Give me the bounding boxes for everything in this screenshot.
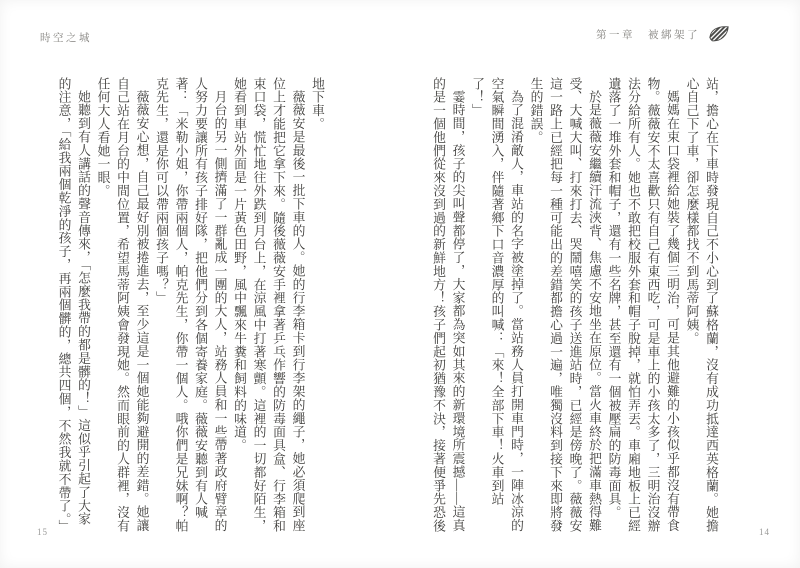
running-header-chapter bbox=[596, 24, 730, 44]
paragraph: 霎時間，孩子的尖叫聲都停了，大家都為突如其來的新環境所震撼——這真的是一個他們從來沒到過的新鮮地方！孩子們起初猶豫不決，接著便爭先恐後 bbox=[431, 77, 465, 533]
page-left-body bbox=[53, 77, 326, 535]
paragraph: 她聽到有人講話的聲音傳來，「怎麼我帶的都是髒的！」這似乎引起了大家的注意，「給我兩個乾淨的孩子，再兩個髒的，總共四個，不然我就不帶了。」 bbox=[56, 77, 90, 534]
running-header-book-title: 時空之城 bbox=[40, 33, 92, 44]
paragraph: 為了混淆敵人，車站的名字被塗掉了。當站務人員打開車門時，一陣冰涼的空氣瞬間湧入，伴隨著鄉下口音濃厚的叫喊：「來！全部下車！火車到站了！」 bbox=[470, 77, 523, 532]
chapter-title-label: 第一章 被綁架了 bbox=[596, 29, 700, 41]
paragraph: 於是薇薇安繼續汗流浹背、焦慮不安地坐在原位。當火車終於把滿車熱得難受、大喊大叫、打來打去、哭鬧嘻笑的孩子送進站時，已經是傍晚了。薇薇安這一路上已經把每一種可能出的差錯都擔心過一遍，唯獨沒料到接下來即將發生的錯誤。 bbox=[528, 77, 601, 533]
page-number-left: 15 bbox=[37, 527, 48, 537]
paragraph: 站，擔心在下車時發現自己不小心到了蘇格蘭，沒有成功抵達西英格蘭。她擔心自己下了車，卻怎麼樣都找不到馬蒂阿姨。 bbox=[684, 77, 718, 533]
page-number-right: 14 bbox=[759, 527, 770, 537]
paragraph: 薇薇安是最後一批下車的人。她的行李箱卡到行李架的繩子，她必須爬到座位上才能把它拿下來。隨後薇薇安手裡拿著乒乓作響的防毒面具盒、行李箱和束口袋，慌忙地往外跌到月台上，在涼風中打著寒顫。這裡的一切都好陌生，她看到車站外面是一片黃色田野，風中飄來牛糞和飼料的味道。 bbox=[232, 77, 305, 533]
page-right-body bbox=[428, 77, 721, 535]
paragraph: 媽媽在束口袋裡給她裝了幾個三明治，可是其他避難的小孩似乎都沒有帶食物。薇薇安不太喜歡只有自己有東西吃，可是車上的小孩太多了，三明治沒辦法分給所有人。她也不敢把校服外套和帽子脫掉，就怕弄丟。車廂地板上已經遺落了一堆外套和帽子，還有一些名牌，甚至還有一個被壓扁的防毒面具。 bbox=[606, 77, 679, 533]
paragraph: 薇薇安心想，自己最好別被捲進去，至少這是一個她能夠避開的差錯。她讓自己站在月台的中間位置，希望馬蒂阿姨會發現她。然而眼前的人群裡，沒有任何大人看她一眼。 bbox=[95, 77, 149, 533]
striped-leaf-icon bbox=[708, 24, 730, 44]
paragraph: 月台的另一側擠滿了一群亂成一團的大人，站務人員和一些帶著政府臂章的人努力要讓所有孩子排好隊，把他們分到各個寄養家庭。薇薇安聽到有人喊著：「米勒小姐，你帶兩個人，帕克先生，你帶一個人。哦你們是兄妹啊？帕克先生，還是你可以帶兩個孩子嗎？」 bbox=[154, 77, 227, 533]
paragraph: 地下車。 bbox=[310, 77, 324, 131]
